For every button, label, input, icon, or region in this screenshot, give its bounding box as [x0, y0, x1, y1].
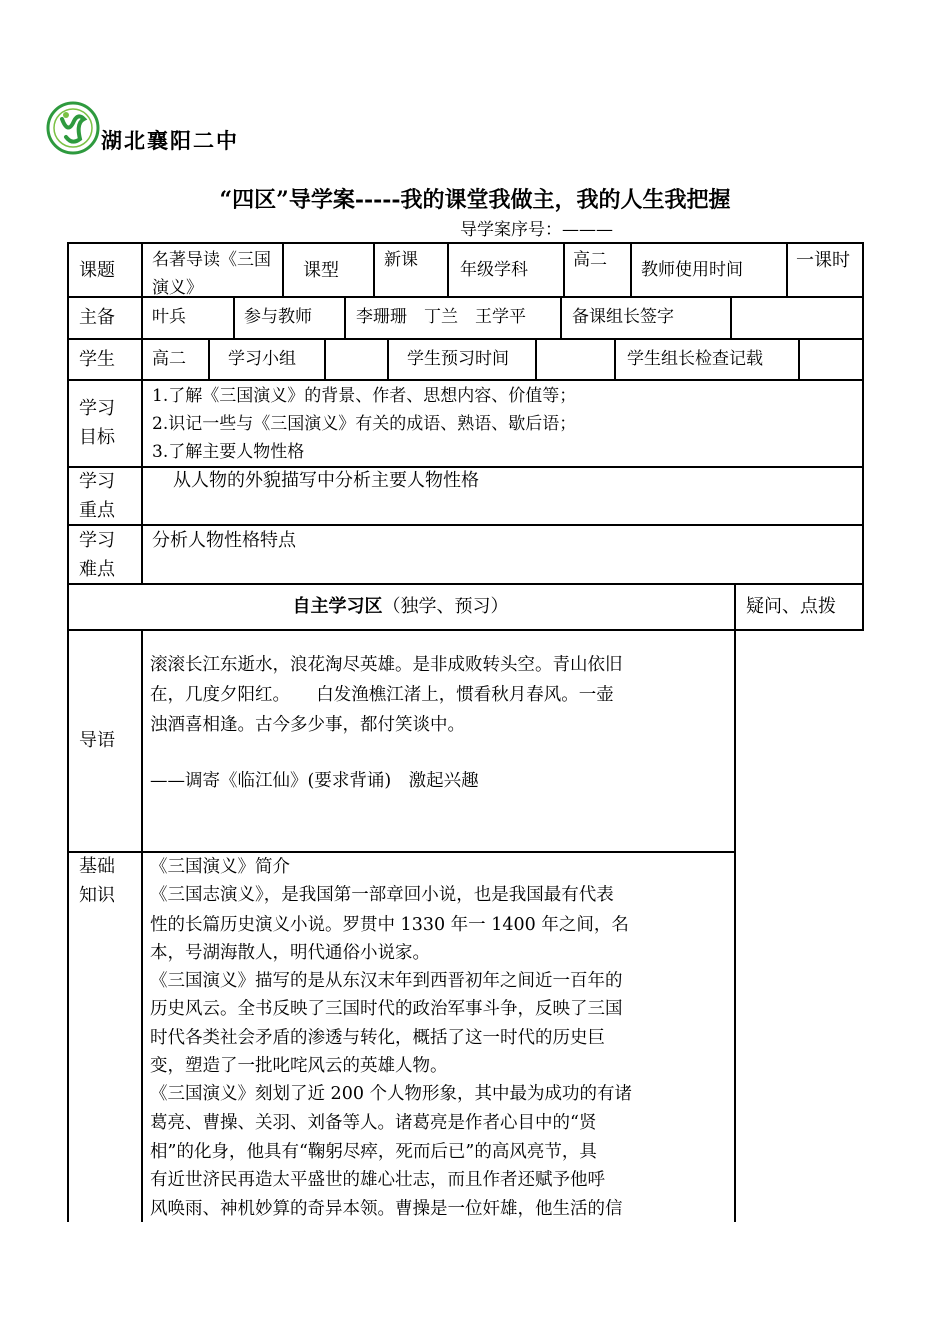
main-preparer-value: 叶兵: [152, 307, 186, 327]
goal-item: 1.了解《三国演义》的背景、作者、思想内容、价值等；: [152, 386, 577, 406]
topic-label: 课题: [79, 260, 115, 281]
student-label: 学生: [79, 349, 115, 370]
basics-label: 基础知识: [79, 856, 115, 906]
basics-line: 本，号湖海散人，明代通俗小说家。: [150, 943, 430, 963]
key-points-label: 学习重点: [79, 471, 115, 521]
main-preparer-label: 主备: [79, 307, 115, 328]
difficulties-label: 学习难点: [79, 530, 115, 580]
section-title: 自主学习区: [292, 596, 383, 617]
intro-line: 浊酒喜相逢。古今多少事，都付笑谈中。: [150, 715, 465, 735]
school-logo: [46, 101, 100, 155]
section-header: [67, 593, 734, 621]
participants-value: 李珊珊 丁兰 王学平: [356, 307, 526, 327]
serial-number-label: 导学案序号：———: [460, 220, 613, 240]
basics-line: 《三国志演义》，是我国第一部章回小说，也是我国最有代表: [150, 885, 614, 905]
basics-line: 变，塑造了一批叱咤风云的英雄人物。: [150, 1056, 448, 1076]
preview-time-label: 学生预习时间: [407, 349, 509, 369]
basics-line: 相”的化身，他具有“鞠躬尽瘁，死而后已”的高风亮节，具: [150, 1142, 597, 1162]
school-name: 湖北襄阳二中: [101, 128, 239, 153]
basics-line: 《三国演义》描写的是从东汉末年到西晋初年之间近一百年的: [150, 971, 623, 991]
side-column-title: 疑问、点拨: [746, 596, 836, 617]
basics-line: 有近世济民再造太平盛世的雄心壮志，而且作者还赋予他呼: [150, 1170, 605, 1190]
goal-item: 3.了解主要人物性格: [152, 442, 305, 462]
basics-line: 《三国演义》简介: [150, 857, 290, 877]
leader-sign-label: 备课组长签字: [572, 307, 674, 327]
goal-item: 2.识记一些与《三国演义》有关的成语、熟语、歇后语；: [152, 414, 577, 434]
key-points-text: 从人物的外貌描写中分析主要人物性格: [173, 470, 479, 491]
participants-label: 参与教师: [244, 307, 312, 327]
basics-line: 性的长篇历史演义小说。罗贯中 1330 年一 1400 年之间，名: [150, 915, 629, 935]
basics-line: 风唤雨、神机妙算的奇异本领。曹操是一位奸雄，他生活的信: [150, 1199, 623, 1219]
intro-line: 滚滚长江东逝水，浪花淘尽英雄。是非成败转头空。青山依旧: [150, 655, 623, 675]
difficulties-text: 分析人物性格特点: [152, 530, 296, 551]
intro-line: 在，几度夕阳红。 白发渔樵江渚上，惯看秋月春风。一壶: [150, 685, 614, 705]
check-record-label: 学生组长检查记载: [627, 349, 763, 369]
topic-value: 名著导读《三国演义》: [152, 250, 271, 298]
goals-label: 学习目标: [79, 398, 115, 448]
teacher-time-value: 一课时: [796, 250, 850, 271]
basics-line: 葛亮、曹操、关羽、刘备等人。诸葛亮是作者心目中的“贤: [150, 1113, 597, 1133]
grade-subject-label: 年级学科: [460, 260, 528, 280]
basics-line: 时代各类社会矛盾的渗透与转化，概括了这一时代的历史巨: [150, 1028, 605, 1048]
section-subtitle: （独学、预习）: [382, 596, 509, 617]
intro-source-line: ——调寄《临江仙》(要求背诵) 激起兴趣: [150, 771, 479, 791]
study-group-label: 学习小组: [228, 349, 296, 369]
type-value: 新课: [384, 250, 418, 270]
page-title: “四区”导学案-----我的课堂我做主，我的人生我把握: [219, 187, 731, 213]
basics-line: 历史风云。全书反映了三国时代的政治军事斗争，反映了三国: [150, 999, 623, 1019]
teacher-time-label: 教师使用时间: [641, 260, 743, 280]
type-label: 课型: [303, 260, 339, 281]
basics-line: 《三国演义》刻划了近 200 个人物形象，其中最为成功的有诸: [150, 1084, 633, 1104]
intro-label: 导语: [79, 730, 115, 751]
grade-subject-value: 高二: [573, 250, 607, 270]
student-value: 高二: [152, 349, 186, 369]
